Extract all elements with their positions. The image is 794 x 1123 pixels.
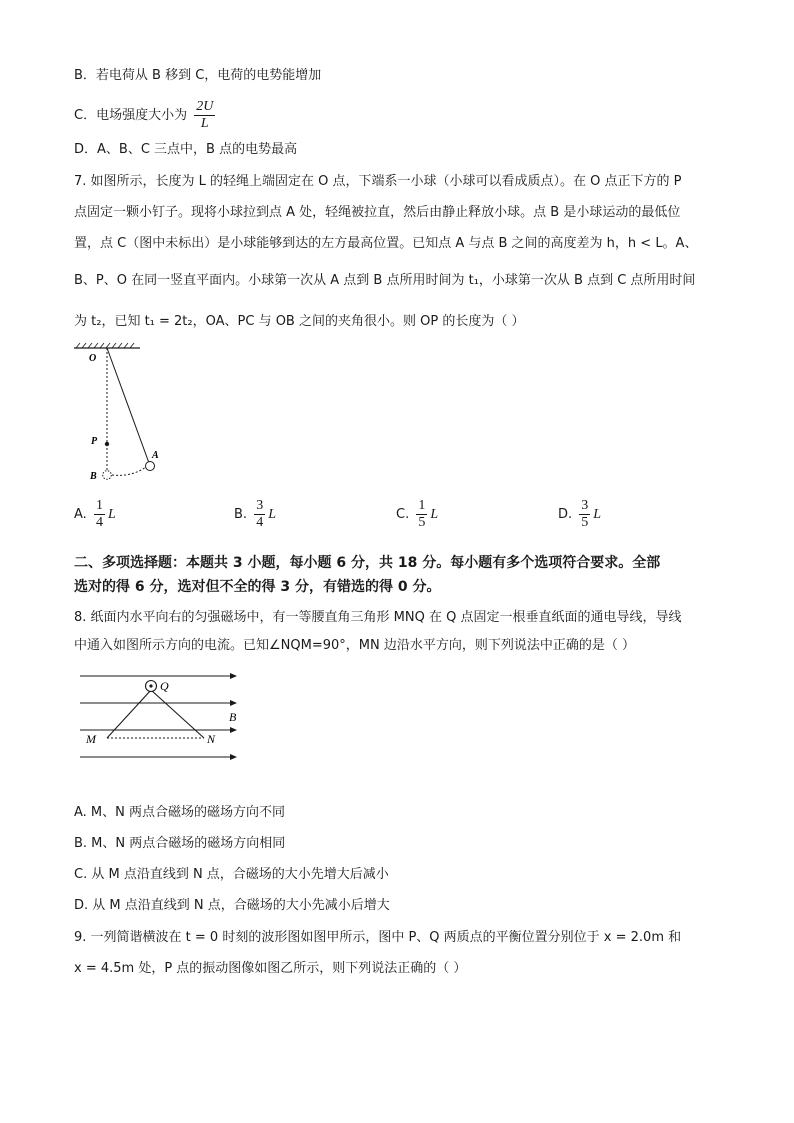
q7-option-d: D. $\frac{3}{5}$ L [558, 498, 602, 530]
q8-stem-line-2: 中通入如图所示方向的电流。已知∠NQM=90°，MN 边沿水平方向，则下列说法中正确的是（ ） [74, 638, 635, 653]
q6-option-c-label: C．电场强度大小为 [74, 108, 188, 123]
q7-stem-line-4: B、P、O 在同一竖直平面内。小球第一次从 A 点到 B 点所用时间为 t₁，小球第一次从 B 点到 C 点所用时间 [74, 273, 696, 288]
q9-stem-line-1: 9. 一列简谐横波在 t = 0 时刻的波形图如图甲所示，图中 P、Q 两质点的平衡位置分别位于 x = 2.0m 和 [74, 930, 682, 945]
current-out-of-page-dot [149, 684, 152, 687]
q8-option-a: A. M、N 两点合磁场的磁场方向不同 [74, 805, 286, 820]
label-b: B [90, 471, 97, 482]
label-p: P [91, 436, 98, 447]
q7-stem-line-3: 置，点 C（图中未标出）是小球能够到达的左方最高位置。已知点 A 与点 B 之间的高度差为 h，h < L。A、 [74, 236, 698, 251]
q6-option-b: B．若电荷从 B 移到 C，电荷的电势能增加 [74, 68, 322, 83]
magnetic-field-figure [74, 668, 244, 768]
q7-stem-line-5: 为 t₂，已知 t₁ = 2t₂，OA、PC 与 OB 之间的夹角很小。则 OP 的长度为（ ） [74, 314, 525, 329]
label-n: N [207, 732, 216, 746]
q8-option-c: C. 从 M 点沿直线到 N 点，合磁场的大小先增大后减小 [74, 867, 389, 882]
q9-stem-line-2: x = 4.5m 处，P 点的振动图像如图乙所示，则下列说法正确的（ ） [74, 961, 467, 976]
side-mq [107, 690, 151, 738]
q6-option-c-denominator: L [200, 116, 209, 131]
q6-option-c [74, 98, 218, 134]
q8-stem-line-1: 8. 纸面内水平向右的匀强磁场中，有一等腰直角三角形 MNQ 在 Q 点固定一根垂直纸面的通电导线，导线 [74, 610, 682, 625]
side-qn [151, 690, 204, 738]
q6-option-c-numerator: 2U [196, 99, 214, 114]
label-m: M [86, 732, 96, 746]
pendulum-figure [70, 342, 170, 487]
rope [107, 348, 149, 463]
q6-option-d: D．A、B、C 三点中，B 点的电势最高 [74, 142, 298, 157]
label-o: O [89, 353, 97, 364]
swing-arc [112, 467, 146, 475]
q6-option-c-fraction [194, 99, 215, 132]
label-field-b: B [229, 710, 237, 724]
label-q: Q [160, 679, 169, 693]
q7-option-a: A. $\frac{1}{4}$ L [74, 498, 116, 530]
q7-stem-line-1: 7. 如图所示，长度为 L 的轻绳上端固定在 O 点，下端系一小球（小球可以看成质点）。在 O 点正下方的 P [74, 174, 682, 189]
section-2-heading-line-1: 二、多项选择题：本题共 3 小题，每小题 6 分，共 18 分。每小题有多个选项符合要求。全部 [74, 555, 661, 571]
q8-option-b: B. M、N 两点合磁场的磁场方向相同 [74, 836, 286, 851]
ball-at-b [103, 471, 112, 480]
q7-option-c: C. $\frac{1}{5}$ L [396, 498, 439, 530]
ball-at-a [146, 462, 155, 471]
q8-option-d: D. 从 M 点沿直线到 N 点，合磁场的大小先减小后增大 [74, 898, 390, 913]
section-2-heading-line-2: 选对的得 6 分，选对但不全的得 3 分，有错选的得 0 分。 [74, 579, 441, 595]
nail-p [105, 442, 109, 446]
label-a: A [152, 450, 159, 461]
q7-option-b: B. $\frac{3}{4}$ L [234, 498, 276, 530]
q7-stem-line-2: 点固定一颗小钉子。现将小球拉到点 A 处，轻绳被拉直，然后由静止释放小球。点 B 是小球运动的最低位 [74, 205, 681, 220]
